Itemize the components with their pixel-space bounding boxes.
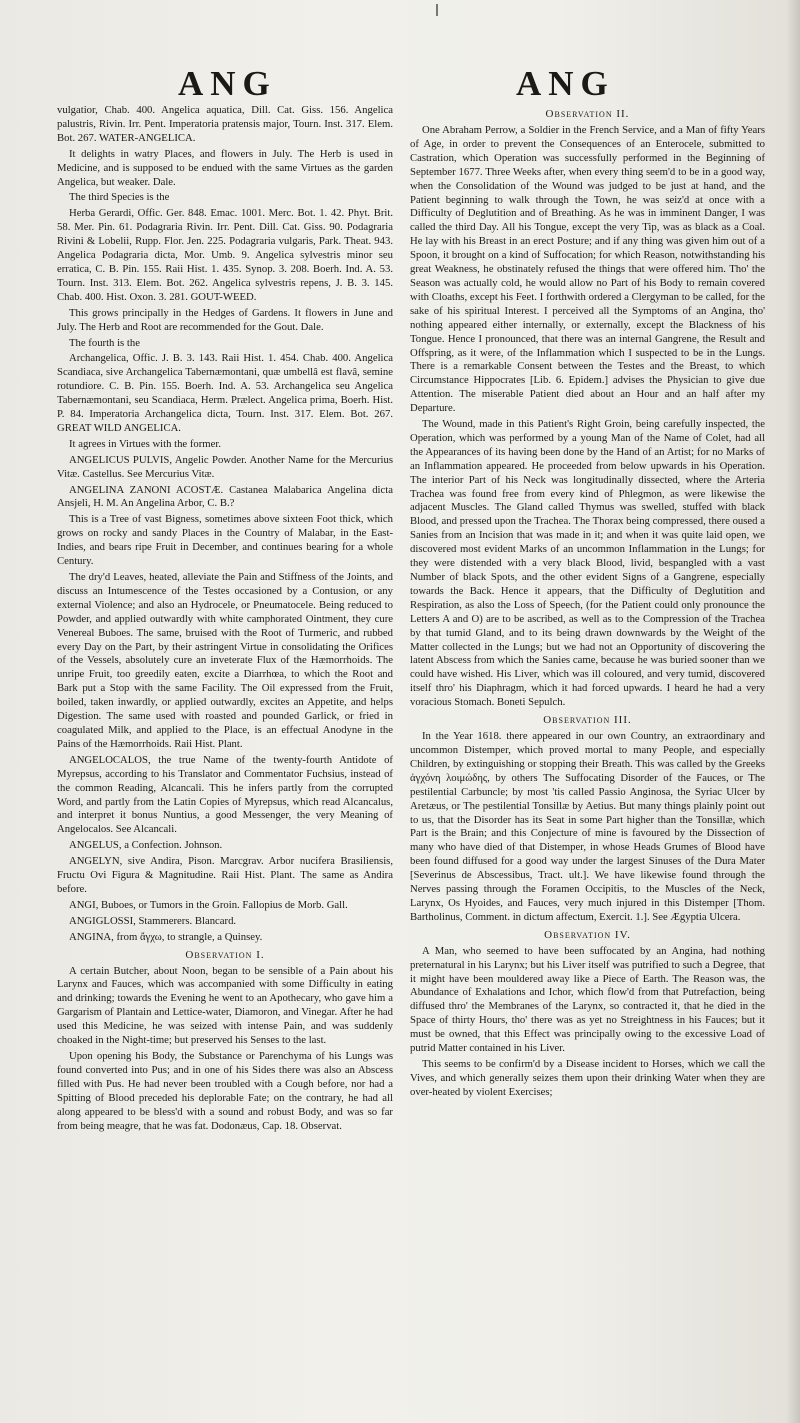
entry-paragraph: ANGINA, from ἄγχω, to strangle, a Quinsey. bbox=[69, 930, 263, 943]
page-edge-shadow bbox=[786, 0, 800, 1423]
page-fold-mark bbox=[436, 4, 438, 16]
running-head-left: ANG bbox=[178, 64, 277, 103]
right-column bbox=[410, 104, 765, 1414]
entry-paragraph: ANGELOCALOS, the true Name of the twenty-fourth Antidote of Myrepsus, according to his Translator and Commentator Fuchsius, instead of the common Reading, Alcancali. This he infers partly from the corrupted Word, and partly from the Latin Copies of Myrepsus, which read Alcancalus, and interpret it bonus Nuntius, a good Messenger, the very Meaning of Angelocalos. See Alcancali. bbox=[57, 753, 393, 836]
entry-paragraph: ANGELYN, sive Andira, Pison. Marcgrav. Arbor nucifera Brasiliensis, Fructu Ovi Figura & Magnitudine. Raii Hist. Plant. The same as Andira before. bbox=[57, 855, 393, 895]
observation-heading: Observation II. bbox=[545, 108, 630, 120]
observation-paragraph: Upon opening his Body, the Substance or Parenchyma of his Lungs was found converted into Pus; and in one of his Sides there was also an Abscess filled with Pus. He had never been troubled with a Cough before, nor had a Spitting of Blood preceded his deplorable Fate; on the contrary, he had all along appeared to be bless'd with a sound and robust Body, and was so far from being meagre, that he was fat. Dodonæus, Cap. 18. Observat. bbox=[57, 1050, 393, 1132]
entry-paragraph: The dry'd Leaves, heated, alleviate the Pain and Stiffness of the Joints, and discuss an Intumescence of the Testes occasioned by a Contusion, or any external Violence; and also an Hydrocele, or Pneumatocele. Being reduced to Powder, and applied outwardly with white camphorated Ointment, they cure Venereal Buboes. The same, bruised with the Root of Turmeric, and rubbed every Day on the Part, by their astringent Virtue in consolidating the Orifices of the Vessels, absolutely cure an inveterate Flux of the Hæmorrhoids. The unripe Fruit, too greedily eaten, excite a Diarrhœa, to which the Root and Bark put a Stop with the same Facility. The Oil expressed from the Fruit, boiled, taken inwardly, or applied outwardly, excites an Appetite, and helps Digestion. The same used with roasted and pounded Garlick, or fried in coagulated Milk, and applied to the Place, is an effectual Anodyne in the Pains of the Hæmorrhoids. Raii Hist. Plant. bbox=[57, 571, 393, 750]
entry-paragraph: The third Species is the bbox=[69, 191, 170, 204]
observation-heading: Observation IV. bbox=[544, 928, 631, 941]
observation-paragraph: A certain Butcher, about Noon, began to be sensible of a Pain about his Larynx and Fauces, which was accompanied with some Difficulty in eating and drinking; towards the Evening he went to an Apothecary, who gave him a Gargarism of Plantain and Lettice-water, Diamoron, and Vinegar. After he had used this Medicine, he was seized with intense Pain, and was suddenly choaked in the Night-time; but preserved his Senses to the last. bbox=[57, 964, 393, 1047]
running-head-right: ANG bbox=[516, 64, 615, 103]
observation-paragraph: A Man, who seemed to have been suffocated by an Angina, had nothing preternatural in his Larynx; but his Liver itself was putrified to such a Degree, that it might have been mouldered away like a Piece of Earth. The Reason was, the Abundance of Exhalations and Ichor, which flow'd from that Putrefaction, being diffused thro' the Membranes of the Larynx, so contracted it, that he died in the Space of thirty Hours, tho' there was as yet no Streightness in his Fauces; but it must be owned, that this Effect was principally owing to the excessive Load of putrid Matter contained in his Liver. bbox=[410, 944, 765, 1055]
entry-paragraph: This grows principally in the Hedges of Gardens. It flowers in June and July. The Herb and Root are recommended for the Gout. Dale. bbox=[57, 306, 393, 333]
entry-paragraph: ANGI, Buboes, or Tumors in the Groin. Fallopius de Morb. Gall. bbox=[69, 898, 348, 911]
observation-paragraph: The Wound, made in this Patient's Right Groin, being carefully inspected, the Operation, which was performed by a young Man of the Name of Colet, had all the Appearances of its having been done by the Hand of an Artist; for no Marks of an Inflammation appeared. He proceeded from below upwards in his Operation. The interior Part of his Neck was longitudinally dissected, where the Arteria Trachea was found free from every kind of Phlegmon, as were likewise the adjacent Muscles. The Gland called Thymus was swelled, stuffed with black Blood, and pressed upon the Trachea. The Thorax being compressed, there oused a Sanies from an Incision that was made in it; and when it was quite laid open, we discovered most evident Marks of an uncommon Inflammation in the Lungs; for they were distended with a very black Blood, livid, bespangled with a vast Number of black Spots, and the other evident Signs of a Gangrene, especially towards the Back. Hence it appears, that the Difficulty of Deglutition and Respiration, as also the Loss of Speech, (for the Patient could only pronounce the Letters A and O) are to be ascribed, as well as to the Compression of the Trachea by that tumid Gland, and to its being drawn downwards by the Weight of the Matter collected in the Lungs; but we had not an Opportunity of discovering the latent Abscess from which the Sanies came, because he was buried sooner than we could have wished. His Liver, which was ill coloured, and very tumid, discovered itself thro' his Diaphragm, which it had forced upwards. I heard he had a very voracious Stomach. Boneti Sepulch. bbox=[410, 418, 765, 709]
entry-paragraph: It agrees in Virtues with the former. bbox=[69, 437, 222, 450]
entry-paragraph: ANGELINA ZANONI ACOSTÆ. Castanea Malabarica Angelina dicta Ansjeli, H. M. An Angelina Arbor, C. B.? bbox=[57, 483, 393, 510]
entry-paragraph: ANGELICUS PULVIS, Angelic Powder. Another Name for the Mercurius Vitæ. Castellus. See Mercurius Vitæ. bbox=[57, 453, 393, 480]
entry-paragraph: vulgatior, Chab. 400. Angelica aquatica, Dill. Cat. Giss. 156. Angelica palustris, Rivin. Irr. Pent. Imperatoria pratensis major, Tourn. Inst. 317. Elem. Bot. 267. WATER-ANGELICA. bbox=[57, 104, 393, 144]
observation-heading: Observation III. bbox=[543, 714, 632, 727]
left-column bbox=[57, 104, 393, 1414]
observation-paragraph: One Abraham Perrow, a Soldier in the French Service, and a Man of fifty Years of Age, in order to prevent the Consequences of an Enterocele, submitted to Castration, which Operation was successfully performed in the Beginning of September 1677. Three Weeks after, when every thing seem'd to be in a good way, when the Consolidation of the Wound was judged to be just at hand, and the Patient beginning to walk through the Town, he was seiz'd at once with a Difficulty of Deglutition and of Breathing. As he was in imminent Danger, I was called the third Day. All his Tongue, except the very Tip, was as black as a Coal. He lay with his Breast in an erect Posture; and if any thing was given him out of a Spoon, it brought on a kind of Suffocation; for which Reason, notwithstanding his great Weakness, he obstinately refused the things that were offered him. Tho' the Season was actually cold, he would allow no Part of his Body to remain covered with Cloaths, except his Feet. I forthwith ordered a Clergyman to be called, for the sake of his spiritual Interest. I perceived all the Symptoms of an Angina, tho' nothing appeared either internally, or externally, except the Blackness of his Tongue. Hence I pronounced, that there was an internal Gangrene, the Result and Offspring, as it were, of the Inflammation which I suspected to be in the Lungs. There is a remarkable Consent between the Testes and the Breast, to which Circumstance Hippocrates [Lib. 6. Epidem.] advises the Physician to give due Attention. The miserable Patient died about an Hour and an half after my Departure. bbox=[410, 124, 765, 415]
entry-paragraph: Herba Gerardi, Offic. Ger. 848. Emac. 1001. Merc. Bot. 1. 42. Phyt. Brit. 58. Mer. Pin. 61. Podagraria Rivin. Irr. Pent. Dill. Cat. Giss. 90. Podagraria Rivini & Lobelii, Rupp. Flor. Jen. 225. Podagraria vulgaris, Park. Theat. 943. Angelica Podagraria dicta, Mor. Umb. 9. Angelica sylvestris minor seu erratica, C. B. Pin. 155. Raii Hist. 1. 435. Synop. 3. 208. Boerh. Ind. A. 53. Tourn. Inst. 313. Elem. Bot. 262. Angelica sylvestris repens, J. B. 3. 145. Chab. 400. Hist. Oxon. 3. 281. GOUT-WEED. bbox=[57, 207, 393, 303]
entry-paragraph: The fourth is the bbox=[69, 336, 140, 349]
entry-paragraph: ANGIGLOSSI, Stammerers. Blancard. bbox=[69, 914, 237, 927]
entry-paragraph: This is a Tree of vast Bigness, sometimes above sixteen Foot thick, which grows on rocky and sandy Places in the Country of Malabar, in the East-Indies, and bears ripe Fruit in December, and continues bearing for a whole Century. bbox=[57, 513, 393, 568]
entry-paragraph: ANGELUS, a Confection. Johnson. bbox=[69, 839, 223, 852]
observation-heading: Observation I. bbox=[185, 948, 265, 961]
entry-paragraph: Archangelica, Offic. J. B. 3. 143. Raii Hist. 1. 454. Chab. 400. Angelica Scandiaca, sive Archangelica Tabernæmontani, quæ umbellâ est flavâ, semine rotundiore. C. B. Pin. 155. Boerh. Ind. A. 53. Archangelica seu Angelica Tabernæmontani, seu Scandiaca, Herm. Prælect. Angelica prima, Boerh. Hist. P. 84. Imperatoria Archangelica dicta, Tourn. Inst. 317. Elem. Bot. 267. GREAT WILD ANGELICA. bbox=[57, 352, 393, 434]
observation-paragraph: This seems to be confirm'd by a Disease incident to Horses, which we call the Vives, and which generally seizes them upon their drinking Water when they are over-heated by violent Exercises; bbox=[410, 1058, 765, 1098]
observation-paragraph: In the Year 1618. there appeared in our own Country, an extraordinary and uncommon Distemper, which proved mortal to many People, and especially Children, by extinguishing or stopping their Breath. This was called by the Greeks ἀγχόνη λοιμώδης, by others The Suffocating Disorder of the Fauces, or The pestilential Carbuncle; by most 'tis called Passio Anginosa, the Syriac Ulcer by Aretæus, or The pestilential Tonsillæ by Aetius. But many things plainly point out to us, that the Disorder has its Seat in some Part higher than the Tonsillæ, which Part is the Brain; and this Conjecture of mine is favoured by the Dissection of many who have died of that Distemper, in whose Heads Grumes of Blood have been found diffused for a good way under the largest Sinuses of the Dura Mater [Severinus de Abscessibus, Tract. ult.]. We have likewise found through the Nerves passing through the Foramen Occipitis, to the Muscles of the Neck, Larynx, Os Hyoides, and Fauces, very much injured in this Distemper [Thom. Bartholinus, Comment. in dictum affectum, Exercit. 1.]. See Ægyptia Ulcera. bbox=[410, 730, 765, 923]
entry-paragraph: It delights in watry Places, and flowers in July. The Herb is used in Medicine, and is supposed to be endued with the same Virtues as the garden Angelica, but weaker. Dale. bbox=[57, 147, 393, 188]
